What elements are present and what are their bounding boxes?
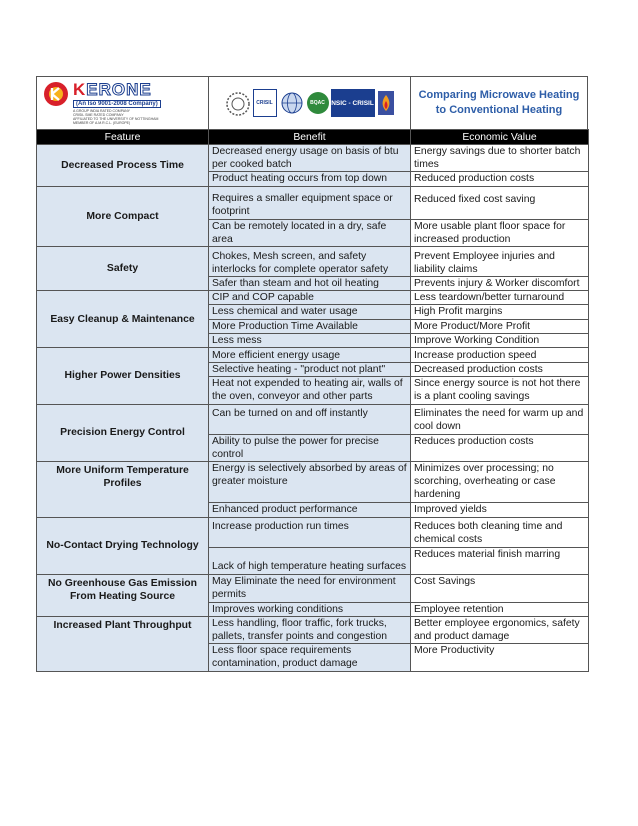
benefit-cell: More efficient energy usage [209, 348, 411, 363]
value-cell: Better employee ergonomics, safety and product damage [411, 616, 589, 643]
kerone-emblem-icon [43, 81, 69, 107]
feature-cell: Decreased Process Time [37, 145, 209, 187]
feature-cell: More Compact [37, 186, 209, 246]
company-affiliations: A GROUP INDIA RATED COMPANY CRISIL SME RATED COMPANY AFFILIATED TO THE UNIVERSITY OF NOTTINGHAM MEMBER OF A.M.R.C.L. (EUROPE) [73, 109, 159, 125]
value-cell: Eliminates the need for warm up and cool down [411, 404, 589, 434]
table-row [37, 517, 589, 547]
table-row [37, 186, 589, 219]
crisil-badge: CRISIL [253, 89, 277, 117]
value-cell: Improve Working Condition [411, 333, 589, 347]
benefit-cell: CIP and COP capable [209, 291, 411, 305]
bqac-badge: BQAC [307, 92, 329, 114]
header-band [36, 76, 588, 129]
table-row [37, 404, 589, 434]
feature-cell: Safety [37, 247, 209, 291]
feature-cell: No Greenhouse Gas Emission From Heating Source [37, 574, 209, 616]
feature-cell: Increased Plant Throughput [37, 616, 209, 671]
benefit-cell: Increase production run times [209, 517, 411, 547]
value-cell: Reduces both cleaning time and chemical costs [411, 517, 589, 547]
benefit-cell: Less chemical and water usage [209, 305, 411, 319]
flame-badge-icon [377, 88, 395, 118]
feature-cell: Precision Energy Control [37, 404, 209, 461]
value-cell: Improved yields [411, 502, 589, 517]
benefit-cell: Product heating occurs from top down [209, 172, 411, 186]
benefit-cell: Improves working conditions [209, 602, 411, 616]
benefit-cell: Safer than steam and hot oil heating [209, 277, 411, 291]
nsic-crisil-badge: NSIC - CRISIL [331, 89, 375, 117]
value-cell: Cost Savings [411, 574, 589, 602]
benefit-cell: More Production Time Available [209, 319, 411, 333]
benefit-cell: Heat not expended to heating air, walls of the oven, conveyor and other parts [209, 377, 411, 404]
column-header-economic-value: Economic Value [411, 130, 589, 145]
value-cell: Minimizes over processing; no scorching, overheating or case hardening [411, 462, 589, 503]
value-cell: Increase production speed [411, 348, 589, 363]
benefit-cell: Lack of high temperature heating surfaces [209, 547, 411, 574]
value-cell: Reduced production costs [411, 172, 589, 186]
column-header-benefit: Benefit [209, 130, 411, 145]
feature-cell: More Uniform Temperature Profiles [37, 462, 209, 518]
benefit-cell: Enhanced product performance [209, 502, 411, 517]
value-cell: Energy savings due to shorter batch times [411, 145, 589, 172]
page-title: Comparing Microwave Heating to Conventional Heating [418, 89, 580, 116]
benefit-cell: Requires a smaller equipment space or footprint [209, 186, 411, 219]
table-row [37, 291, 589, 305]
company-logo-cell [37, 77, 209, 129]
benefit-cell: Chokes, Mesh screen, and safety interlocks for complete operator safety [209, 247, 411, 277]
feature-cell: Easy Cleanup & Maintenance [37, 291, 209, 348]
table-row [37, 574, 589, 602]
value-cell: High Profit margins [411, 305, 589, 319]
benefit-cell: Can be remotely located in a dry, safe area [209, 219, 411, 246]
table-row [37, 348, 589, 363]
table-row [37, 616, 589, 643]
globe-badge-icon [279, 88, 305, 118]
feature-cell: No-Contact Drying Technology [37, 517, 209, 574]
benefit-cell: Less mess [209, 333, 411, 347]
value-cell: Less teardown/better turnaround [411, 291, 589, 305]
value-cell: Reduced fixed cost saving [411, 186, 589, 219]
value-cell: Reduces production costs [411, 434, 589, 461]
member-seal-icon [225, 88, 251, 118]
value-cell: Prevent Employee injuries and liability claims [411, 247, 589, 277]
table-row [37, 247, 589, 277]
iso-tag: (An Iso 9001-2008 Company) [73, 100, 161, 108]
table-row [37, 145, 589, 172]
value-cell: Reduces material finish marring [411, 547, 589, 574]
benefit-cell: Ability to pulse the power for precise control [209, 434, 411, 461]
company-wordmark: KERONE [73, 80, 152, 99]
value-cell: More usable plant floor space for increased production [411, 219, 589, 246]
benefit-cell: Can be turned on and off instantly [209, 404, 411, 434]
benefit-cell: Less handling, floor traffic, fork trucks, pallets, transfer points and congestion [209, 616, 411, 643]
benefit-cell: Decreased energy usage on basis of btu per cooked batch [209, 145, 411, 172]
table-header-row [37, 130, 589, 145]
column-header-feature: Feature [37, 130, 209, 145]
value-cell: Employee retention [411, 602, 589, 616]
certification-badges [209, 77, 411, 129]
benefit-cell: Energy is selectively absorbed by areas of greater moisture [209, 462, 411, 503]
value-cell: Prevents injury & Worker discomfort [411, 277, 589, 291]
value-cell: Since energy source is not hot there is a plant cooling savings [411, 377, 589, 404]
benefit-cell: Less floor space requirements contamination, product damage [209, 644, 411, 671]
comparison-table [36, 129, 589, 672]
value-cell: More Productivity [411, 644, 589, 671]
value-cell: Decreased production costs [411, 363, 589, 377]
kerone-logo [43, 81, 161, 125]
value-cell: More Product/More Profit [411, 319, 589, 333]
feature-cell: Higher Power Densities [37, 348, 209, 405]
benefit-cell: Selective heating - "product not plant" [209, 363, 411, 377]
table-row [37, 462, 589, 503]
benefit-cell: May Eliminate the need for environment permits [209, 574, 411, 602]
comparison-sheet [36, 76, 588, 672]
